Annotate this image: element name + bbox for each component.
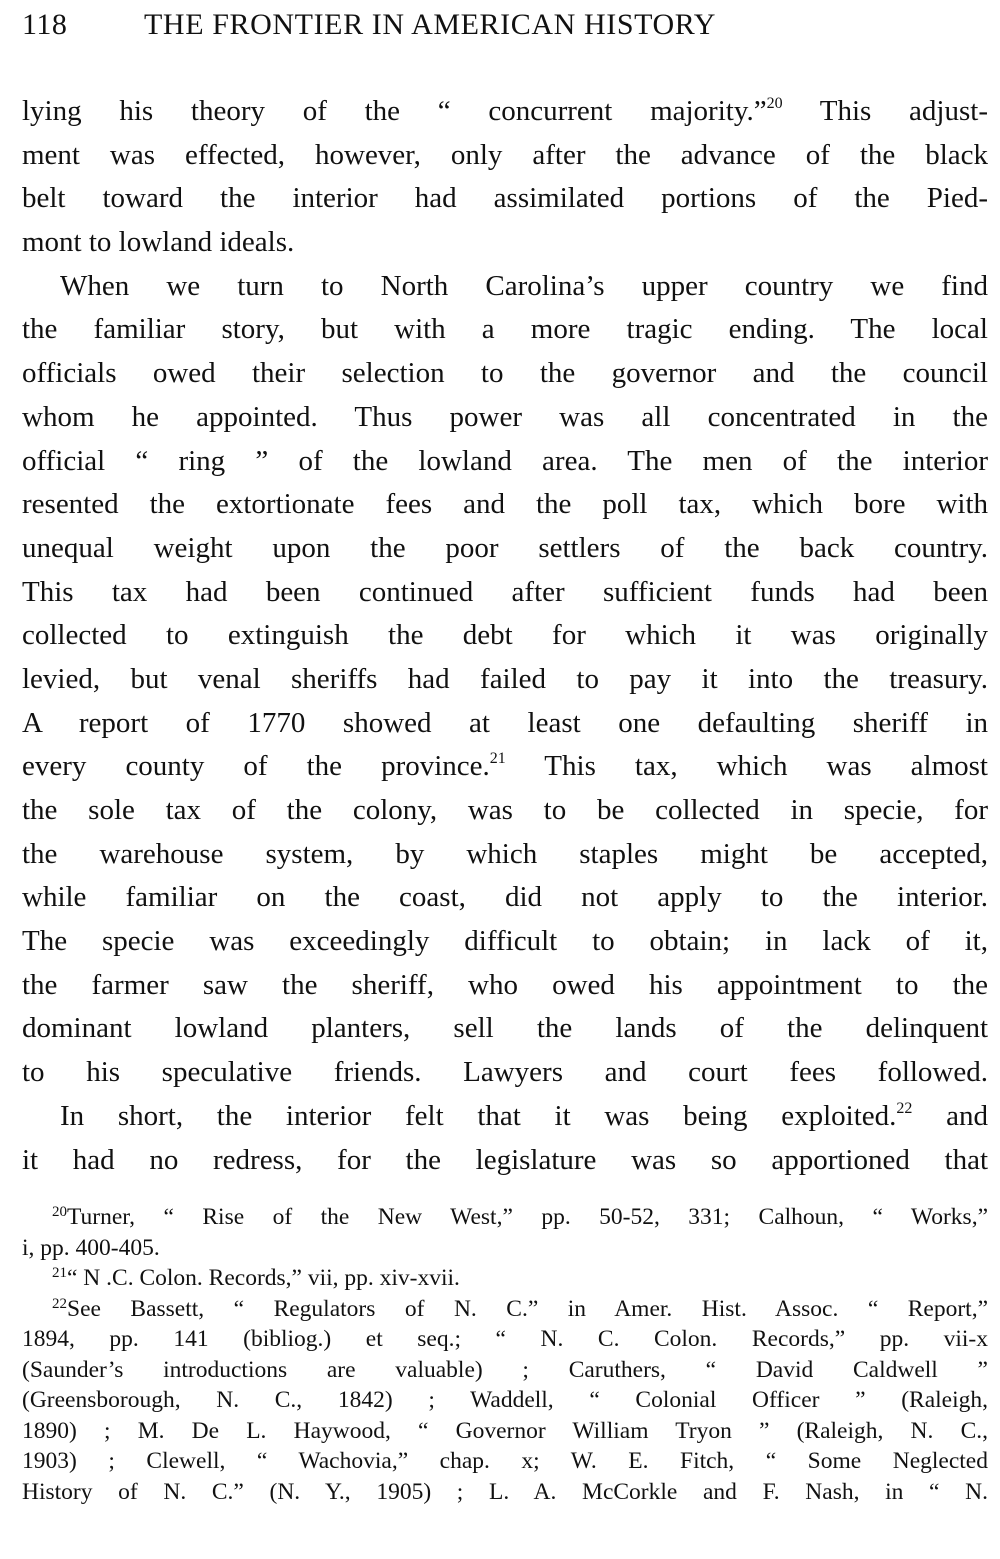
text-line: the sole tax of the colony, was to be collected in specie, for xyxy=(22,794,988,826)
text-line: the familiar story, but with a more tragic ending. The local xyxy=(22,313,988,346)
footnote-line: 1890) ; M. De L. Haywood, “ Governor William Tryon ” (Raleigh, N. C., xyxy=(22,1417,988,1444)
text-line: whom he appointed. Thus power was all concentrated in the xyxy=(22,400,988,433)
book-title: THE FRONTIER IN AMERICAN HISTORY xyxy=(144,8,717,41)
text-line: dominant lowland planters, sell the lands of the delinquent xyxy=(22,1012,988,1045)
body-text xyxy=(22,90,988,1182)
text-line: lying his theory of the “ concurrent majority.”$^{20}$ This adjust- xyxy=(22,95,988,127)
text-line: while familiar on the coast, did not apply to the interior. xyxy=(22,881,988,914)
footnote-line: i, pp. 400-405. xyxy=(22,1234,160,1261)
footnote-ref-20[interactable]: 20 xyxy=(766,95,783,112)
footnote-ref-21[interactable]: 21 xyxy=(489,750,506,768)
text-line: it had no redress, for the legislature was so apportioned that xyxy=(22,1143,988,1176)
footnote-20: $^{20}$Turner, “ Rise of the New West,” pp. 50-52, 331; Calhoun, “ Works,” xyxy=(52,1204,988,1231)
text-line: ment was effected, however, only after the advance of the black xyxy=(22,138,988,171)
text-line: the warehouse system, by which staples might be accepted, xyxy=(22,837,988,870)
footnote-line: 1903) ; Clewell, “ Wachovia,” chap. x; W. E. Fitch, “ Some Neglected xyxy=(22,1448,988,1475)
text-line: the farmer saw the sheriff, who owed his appointment to the xyxy=(22,968,988,1001)
text-line: collected to extinguish the debt for which it was originally xyxy=(22,619,988,652)
footnotes xyxy=(22,1202,988,1507)
footnote-line: (Saunder’s introductions are valuable) ; Caruthers, “ David Caldwell ” xyxy=(22,1356,988,1383)
text-line: resented the extortionate fees and the poll tax, which bore with xyxy=(22,488,988,521)
text-line: belt toward the interior had assimilated portions of the Pied- xyxy=(22,182,988,215)
footnote-marker: 21 xyxy=(52,1265,67,1282)
running-head xyxy=(22,8,988,52)
text-line: A report of 1770 showed at least one defaulting sheriff in xyxy=(22,706,988,739)
text-line: unequal weight upon the poor settlers of the back country. xyxy=(22,531,988,564)
text-line: official “ ring ” of the lowland area. The men of the interior xyxy=(22,444,988,477)
footnote-22: $^{22}$See Bassett, “ Regulators of N. C.” in Amer. Hist. Assoc. “ Report,” xyxy=(52,1295,988,1322)
text-line: levied, but venal sheriffs had failed to pay it into the treasury. xyxy=(22,662,988,695)
footnote-ref-22[interactable]: 22 xyxy=(896,1099,913,1117)
text-line: This tax had been continued after sufficient funds had been xyxy=(22,575,988,608)
text-line: to his speculative friends. Lawyers and court fees followed. xyxy=(22,1056,988,1089)
page-number: 118 xyxy=(22,8,68,41)
footnote-21: $^{21}$“ N .C. Colon. Records,” vii, pp. xiv-xvii. xyxy=(52,1265,460,1292)
footnote-line: (Greensborough, N. C., 1842) ; Waddell, “ Colonial Officer ” (Raleigh, xyxy=(22,1387,988,1414)
text-line: every county of the province.$^{21}$ This tax, which was almost xyxy=(22,750,988,783)
text-line: officials owed their selection to the governor and the council xyxy=(22,357,988,390)
book-page xyxy=(22,8,988,1507)
footnote-line: 1894, pp. 141 (bibliog.) et seq.; “ N. C. Colon. Records,” pp. vii-x xyxy=(22,1326,988,1353)
footnote-line: History of N. C.” (N. Y., 1905) ; L. A. McCorkle and F. Nash, in “ N. xyxy=(22,1478,988,1505)
footnote-marker: 20 xyxy=(52,1204,67,1221)
text-line: mont to lowland ideals. xyxy=(22,226,295,259)
footnote-marker: 22 xyxy=(52,1295,67,1312)
text-line: The specie was exceedingly difficult to obtain; in lack of it, xyxy=(22,925,988,958)
text-line: When we turn to North Carolina’s upper country we find xyxy=(60,269,988,302)
text-line: In short, the interior felt that it was being exploited.$^{22}$ and xyxy=(60,1099,988,1132)
